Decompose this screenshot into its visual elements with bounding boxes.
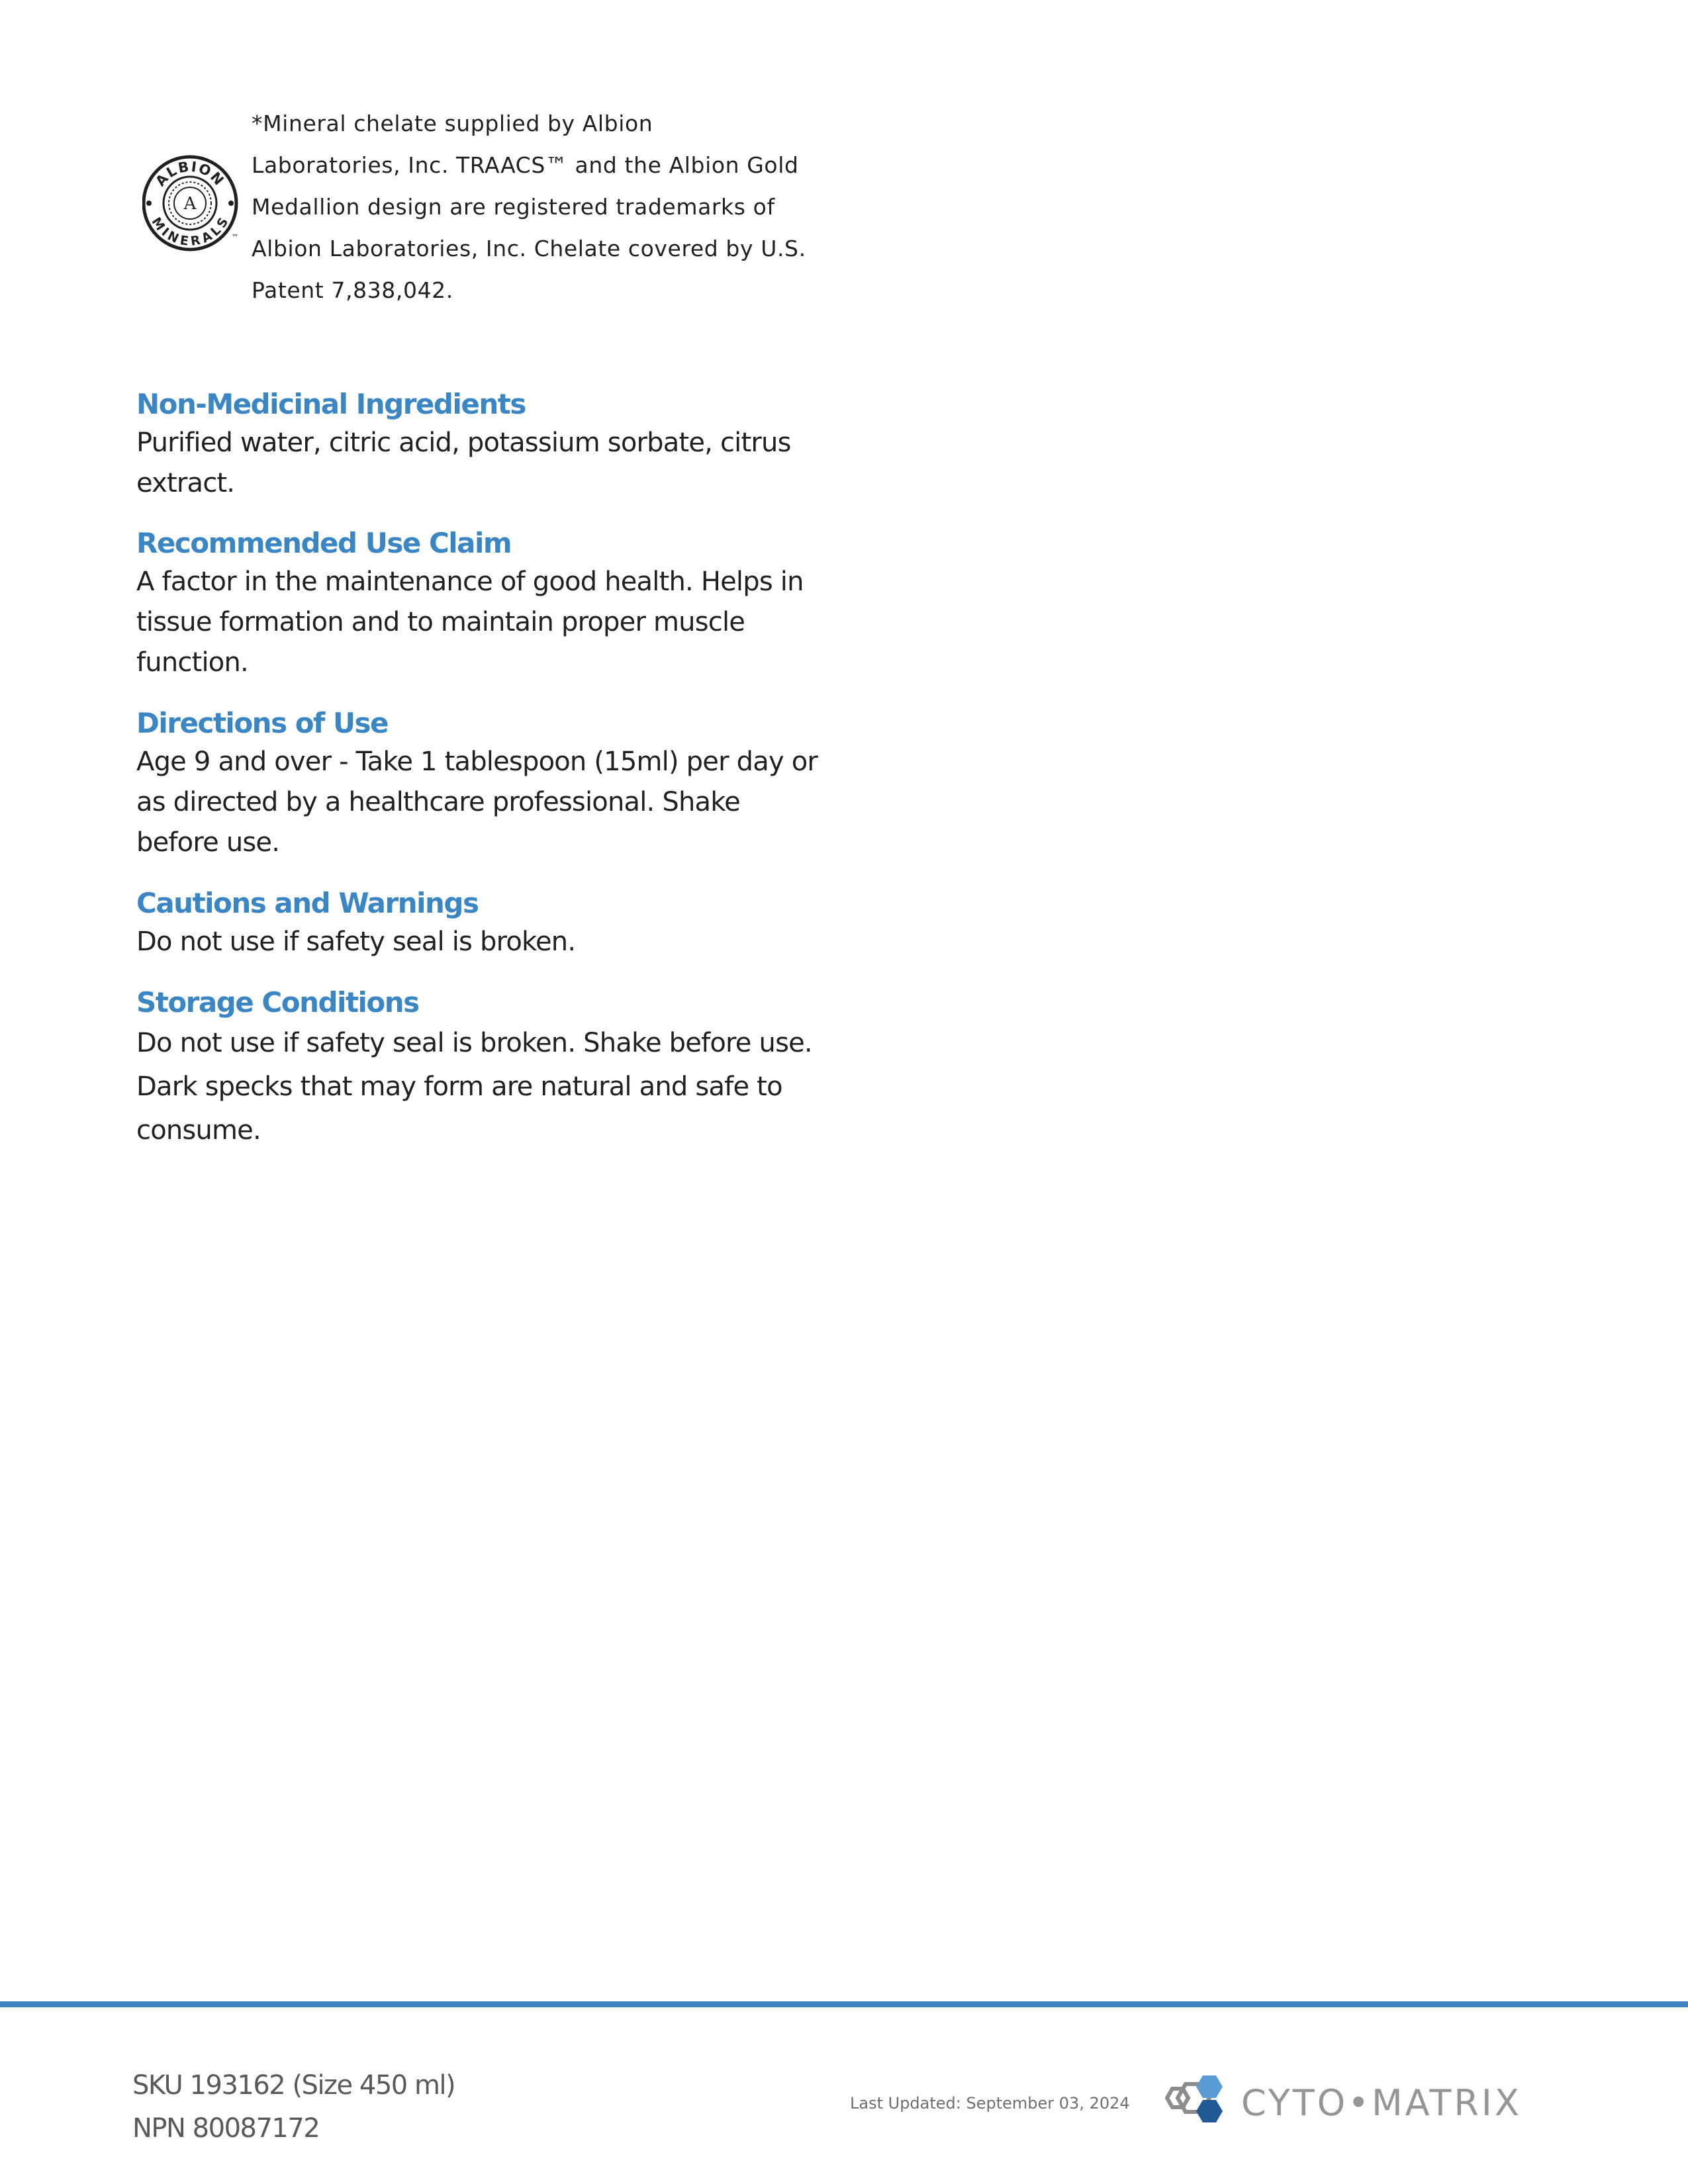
npn-text: NPN 80087172 — [132, 2113, 320, 2144]
hex-dark-icon — [1196, 2100, 1223, 2122]
section-line: before use. — [136, 827, 280, 858]
section-body — [136, 562, 804, 683]
chelate-note-line: Patent 7,838,042. — [252, 277, 453, 303]
svg-text:MINERALS: MINERALS — [148, 214, 232, 249]
cytomatrix-logo — [1162, 2070, 1559, 2143]
section-body — [136, 423, 798, 504]
chelate-note-line: Albion Laboratories, Inc. Chelate covered by U.S. — [252, 236, 806, 261]
section-heading: Non-Medicinal Ingredients — [136, 388, 526, 420]
section-line: Dark specks that may form are natural and safe to — [136, 1071, 782, 1102]
section-line: extract. — [136, 468, 235, 498]
section-cautions-and-warnings — [136, 885, 798, 962]
section-non-medicinal-ingredients — [136, 386, 798, 504]
section-heading: Recommended Use Claim — [136, 527, 512, 559]
section-body — [136, 742, 818, 863]
section-line: consume. — [136, 1115, 261, 1146]
chelate-note-line: *Mineral chelate supplied by Albion — [252, 111, 653, 136]
section-storage-conditions — [136, 984, 812, 1152]
hex-light-icon — [1196, 2075, 1223, 2098]
section-line: function. — [136, 647, 248, 678]
albion-minerals-seal — [142, 154, 242, 253]
svg-text:A: A — [183, 194, 197, 214]
svg-text:™: ™ — [231, 233, 239, 242]
section-body — [136, 1021, 812, 1152]
section-line: as directed by a healthcare professional. Shake — [136, 787, 740, 817]
section-directions-of-use — [136, 705, 818, 863]
chelate-note-line: Laboratories, Inc. TRAACS™ and the Albion Gold — [252, 152, 799, 178]
section-line: A factor in the maintenance of good health. Helps in — [136, 567, 804, 597]
section-line: tissue formation and to maintain proper muscle — [136, 607, 745, 637]
section-heading: Cautions and Warnings — [136, 887, 479, 919]
section-line: Do not use if safety seal is broken. Shake before use. — [136, 1028, 812, 1058]
section-recommended-use-claim — [136, 525, 804, 683]
section-line: Age 9 and over - Take 1 tablespoon (15ml) per day or — [136, 747, 818, 777]
brand-wordmark: CYTO•MATRIX — [1241, 2082, 1522, 2124]
section-heading: Storage Conditions — [136, 986, 419, 1019]
section-line: Do not use if safety seal is broken. — [136, 927, 576, 957]
footer-rule — [0, 2001, 1688, 2007]
section-body — [136, 922, 798, 962]
chelate-note — [252, 103, 806, 311]
chelate-note-line: Medallion design are registered trademarks of — [252, 194, 775, 220]
section-line: Purified water, citric acid, potassium sorbate, citrus — [136, 428, 791, 458]
svg-text:ALBION: ALBION — [152, 158, 228, 189]
last-updated-text: Last Updated: September 03, 2024 — [850, 2094, 1130, 2113]
sku-text: SKU 193162 (Size 450 ml) — [132, 2070, 455, 2101]
section-heading: Directions of Use — [136, 707, 389, 739]
